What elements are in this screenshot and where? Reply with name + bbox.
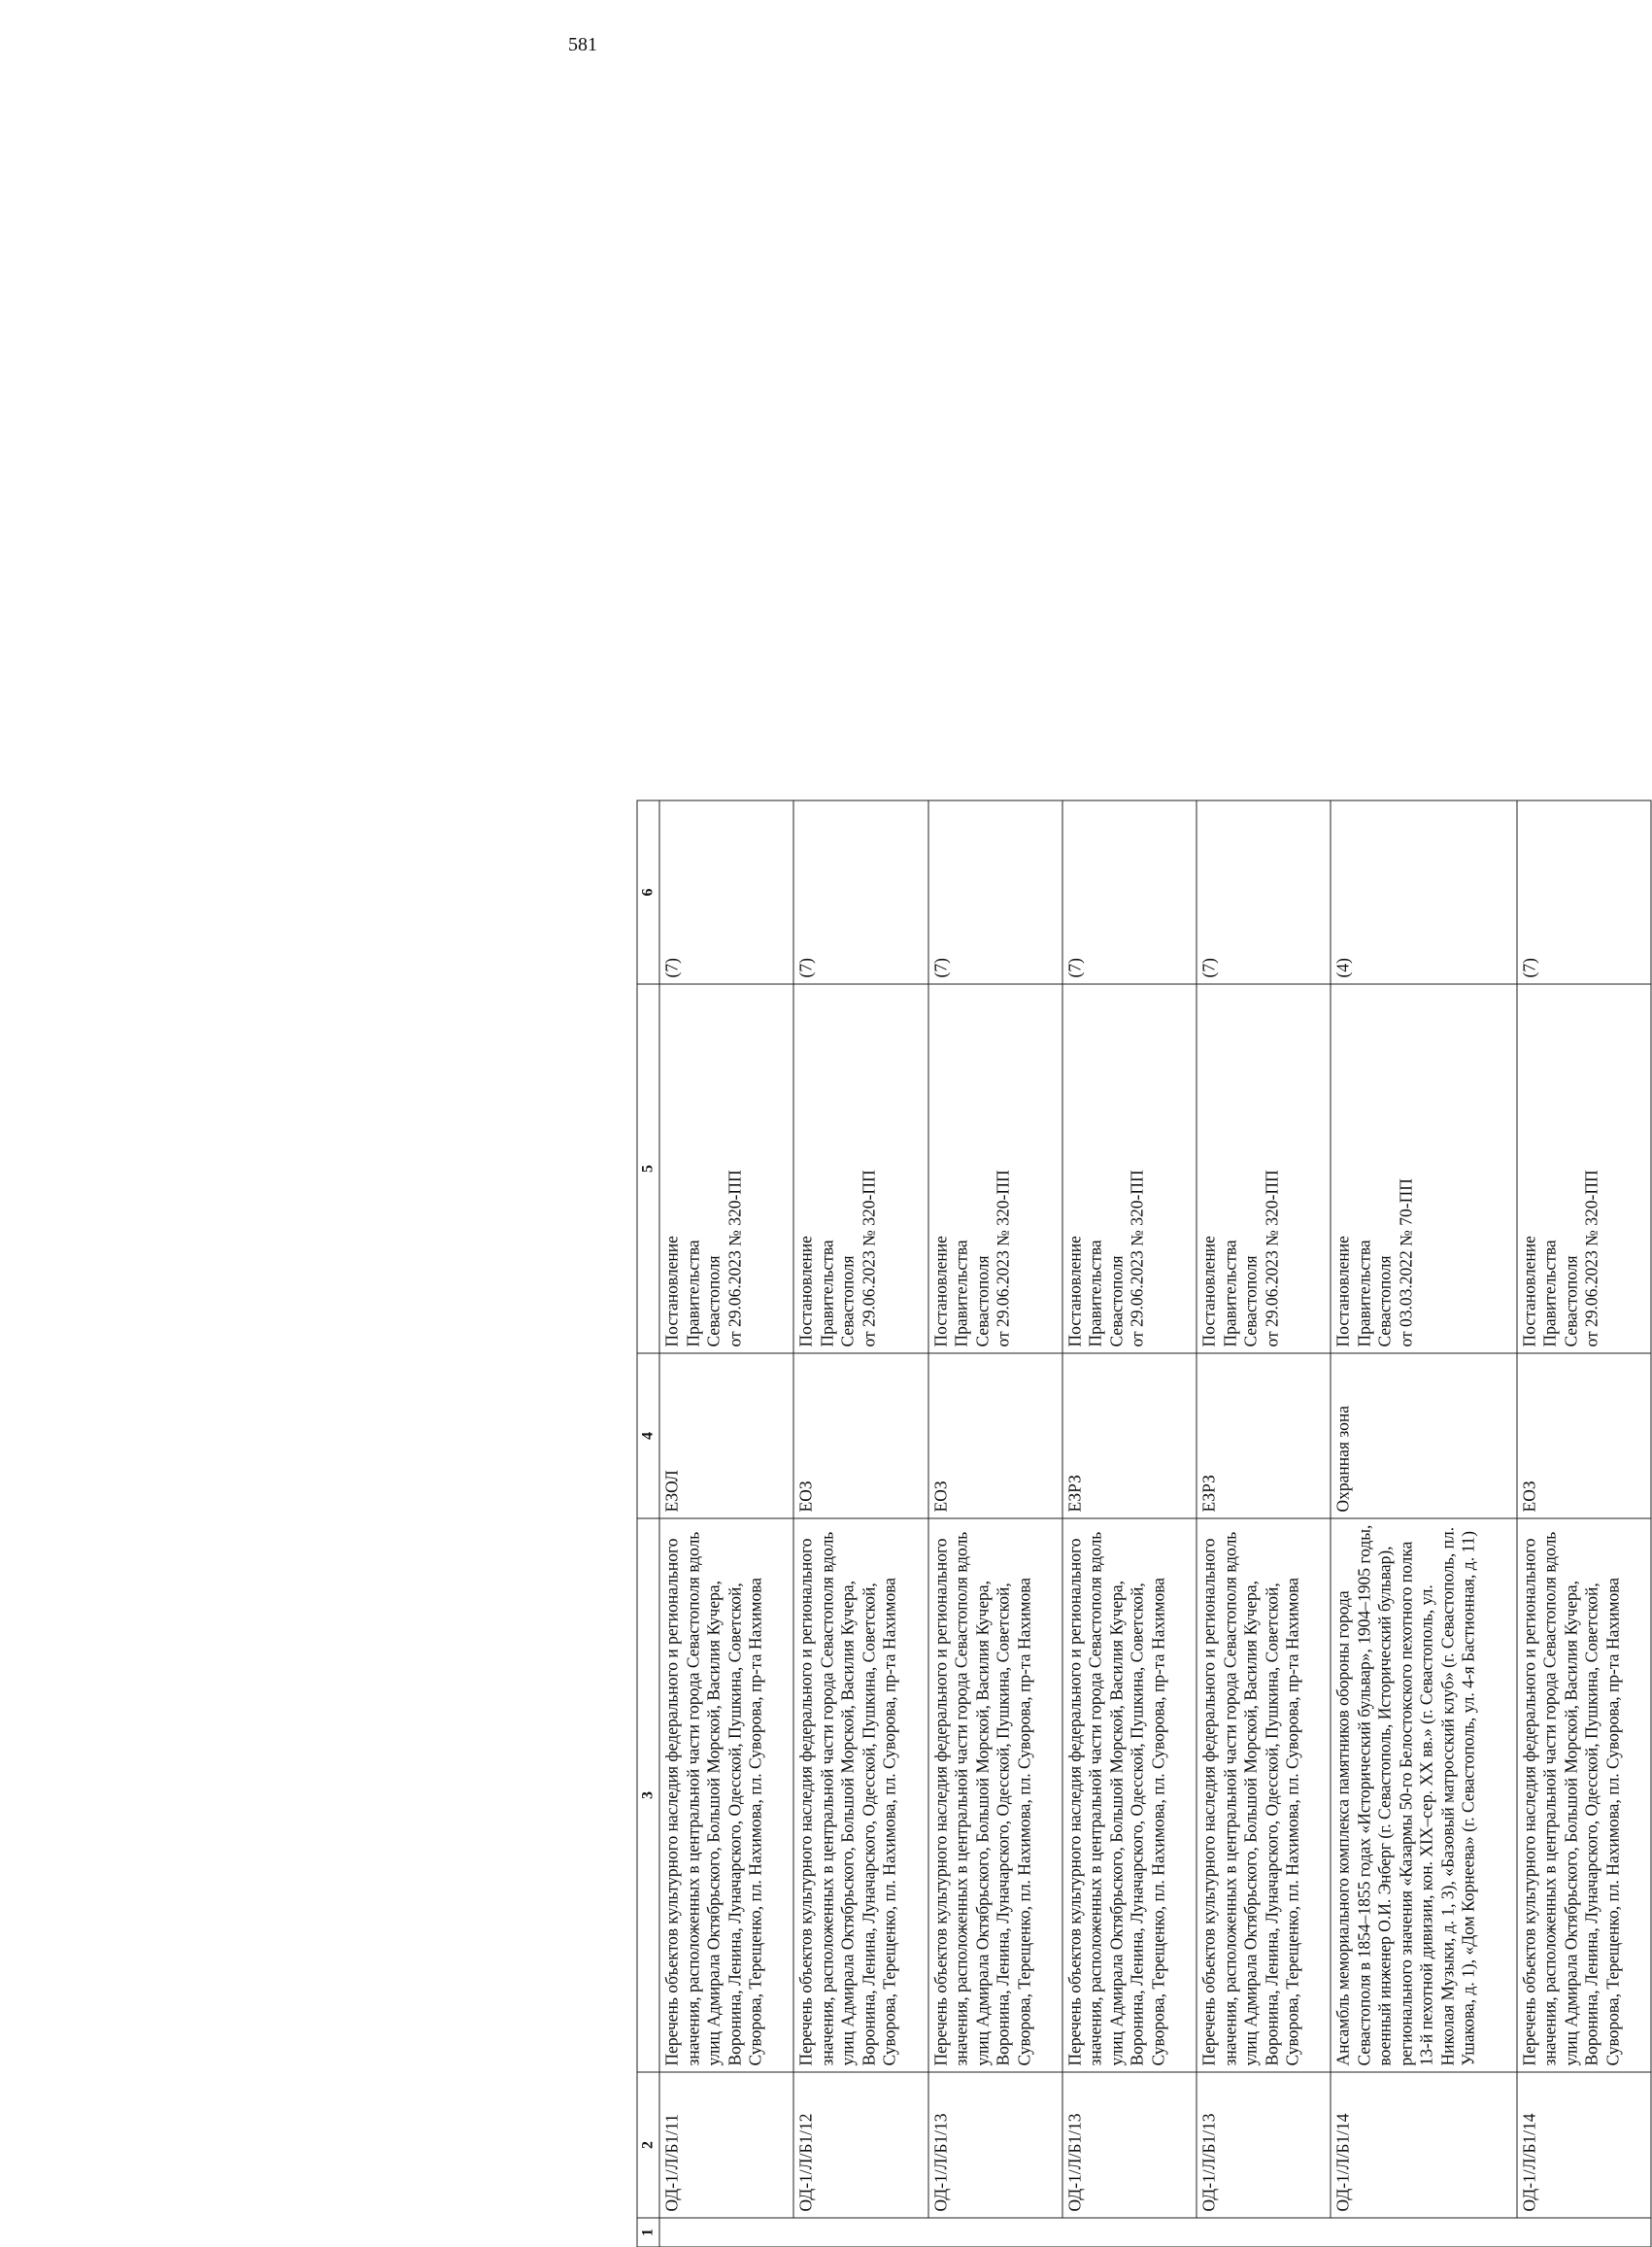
header-col-2: 2 — [637, 2072, 659, 2218]
document-line: Постановление — [930, 1235, 951, 1346]
document-cell — [1517, 984, 1651, 1353]
zone-cell: ЕЗОЛ — [659, 1353, 793, 1518]
table-row — [928, 800, 1062, 2247]
document-line: Правительства — [1539, 1239, 1560, 1346]
document-cell — [928, 984, 1062, 1353]
table-row — [1517, 800, 1651, 2247]
rotated-table — [637, 800, 1652, 2247]
document-line: Правительства — [817, 1239, 837, 1346]
description-cell: Ансамбль мемориального комплекса памятников обороны города Севастополя в 1854–1855 годах «Исторический бульвар», 1904–1905 годы, военный инженер О.И. Энберг (г. Севастополь, Исторический бульвар), регионального значения «Казармы 50-го Белостокского пехотного полка 13-й пехотной дивизии, кон. XIX–сер. XX вв.» (г. Севастополь, ул. Николая Музыки, д. 1, 3), «Базовый матросский клуб» (г. Севастополь, пл. Ушакова, д. 1), «Дом Корнеева» (г. Севастополь, ул. 4-я Бастионная, д. 11) — [1331, 1518, 1516, 2072]
document-line: Севастополя — [972, 1254, 993, 1346]
document-line: от 29.06.2023 № 320-ПП — [859, 1169, 879, 1346]
zone-cell: Охранная зона — [1331, 1353, 1516, 1518]
document-cell — [1197, 984, 1331, 1353]
description-cell: Перечень объектов культурного наследия федерального и регионального значения, расположенных в центральной части города Севастополя вдоль улиц Адмирала Октябрьского, Большой Морской, Василия Кучера, Воронина, Ленина, Луначарского, Одесской, Пушкина, Советской, Суворова, Терещенко, пл. Нахимова, пл. Суворова, пр-та Нахимова — [659, 1518, 793, 2072]
document-cell — [1062, 984, 1197, 1353]
note-cell: (7) — [659, 800, 793, 984]
document-cell — [659, 984, 793, 1353]
table-row — [1062, 800, 1197, 2247]
description-cell: Перечень объектов культурного наследия федерального и регионального значения, расположенных в центральной части города Севастополя вдоль улиц Адмирала Октябрьского, Большой Морской, Василия Кучера, Воронина, Ленина, Луначарского, Одесской, Пушкина, Советской, Суворова, Терещенко, пл. Нахимова, пл. Суворова, пр-та Нахимова — [1197, 1518, 1331, 2072]
document-line: Постановление — [1064, 1235, 1085, 1346]
document-line: Постановление — [661, 1235, 682, 1346]
document-line: от 29.06.2023 № 320-ПП — [725, 1169, 744, 1346]
document-line: Севастополя — [1106, 1254, 1127, 1346]
table-row — [1197, 800, 1331, 2247]
header-col-5: 5 — [637, 984, 659, 1353]
note-cell: (7) — [928, 800, 1062, 984]
document-line: Правительства — [1085, 1239, 1105, 1346]
code-cell: ОД-1/Л/Б1/13 — [928, 2072, 1062, 2218]
header-row — [637, 800, 659, 2247]
zone-cell: ЕЗРЗ — [1062, 1353, 1197, 1518]
note-cell: (7) — [793, 800, 927, 984]
code-cell: ОД-1/Л/Б1/12 — [793, 2072, 927, 2218]
note-cell: (7) — [1197, 800, 1331, 984]
zone-cell: ЕОЗ — [793, 1353, 927, 1518]
code-cell: ОД-1/Л/Б1/11 — [659, 2072, 793, 2218]
document-line: от 29.06.2023 № 320-ПП — [993, 1169, 1013, 1346]
page-number: 581 — [568, 34, 597, 55]
description-cell: Перечень объектов культурного наследия федерального и регионального значения, расположенных в центральной части города Севастополя вдоль улиц Адмирала Октябрьского, Большой Морской, Василия Кучера, Воронина, Ленина, Луначарского, Одесской, Пушкина, Советской, Суворова, Терещенко, пл. Нахимова, пл. Суворова, пр-та Нахимова — [1062, 1518, 1197, 2072]
document-line: Постановление — [795, 1235, 816, 1346]
zone-cell: ЕЗРЗ — [1197, 1353, 1331, 1518]
document-line: Севастополя — [1561, 1254, 1581, 1346]
zone-cell: ЕОЗ — [1517, 1353, 1651, 1518]
document-cell — [1331, 984, 1516, 1353]
note-cell: (7) — [1517, 800, 1651, 984]
code-cell: ОД-1/Л/Б1/14 — [1331, 2072, 1516, 2218]
description-cell: Перечень объектов культурного наследия федерального и регионального значения, расположенных в центральной части города Севастополя вдоль улиц Адмирала Октябрьского, Большой Морской, Василия Кучера, Воронина, Ленина, Луначарского, Одесской, Пушкина, Советской, Суворова, Терещенко, пл. Нахимова, пл. Суворова, пр-та Нахимова — [1517, 1518, 1651, 2072]
document-line: Правительства — [683, 1239, 702, 1346]
table-row — [1331, 800, 1516, 2247]
document-line: Постановление — [1332, 1235, 1353, 1346]
document-line: Севастополя — [1374, 1254, 1395, 1346]
document-line: от 03.03.2022 № 70-ПП — [1396, 1177, 1416, 1346]
code-cell: ОД-1/Л/Б1/13 — [1062, 2072, 1197, 2218]
document-line: Севастополя — [1240, 1254, 1261, 1346]
document-line: Правительства — [951, 1239, 971, 1346]
document-cell — [793, 984, 927, 1353]
document-line: от 29.06.2023 № 320-ПП — [1127, 1169, 1147, 1346]
header-col-4: 4 — [637, 1353, 659, 1518]
document-line: Постановление — [1519, 1235, 1539, 1346]
code-cell: ОД-1/Л/Б1/13 — [1197, 2072, 1331, 2218]
code-cell: ОД-1/Л/Б1/14 — [1517, 2072, 1651, 2218]
note-cell: (7) — [1062, 800, 1197, 984]
note-cell: (4) — [1331, 800, 1516, 984]
document-line: от 29.06.2023 № 320-ПП — [1581, 1169, 1601, 1346]
description-cell: Перечень объектов культурного наследия федерального и регионального значения, расположенных в центральной части города Севастополя вдоль улиц Адмирала Октябрьского, Большой Морской, Василия Кучера, Воронина, Ленина, Луначарского, Одесской, Пушкина, Советской, Суворова, Терещенко, пл. Нахимова, пл. Суворова, пр-та Нахимова — [793, 1518, 927, 2072]
table-row — [659, 800, 793, 2247]
document-line: Севастополя — [837, 1254, 858, 1346]
header-col-3: 3 — [637, 1518, 659, 2072]
zone-cell: ЕОЗ — [928, 1353, 1062, 1518]
header-col-6: 6 — [637, 800, 659, 984]
document-line: Правительства — [1220, 1239, 1240, 1346]
header-col-1: 1 — [637, 2218, 659, 2247]
document-line: от 29.06.2023 № 320-ПП — [1262, 1169, 1282, 1346]
document-line: Постановление — [1198, 1235, 1219, 1346]
table-row — [793, 800, 927, 2247]
document-line: Правительства — [1354, 1239, 1374, 1346]
document-line: Севастополя — [703, 1254, 724, 1346]
col-1-cell — [659, 2218, 1651, 2247]
description-cell: Перечень объектов культурного наследия федерального и регионального значения, расположенных в центральной части города Севастополя вдоль улиц Адмирала Октябрьского, Большой Морской, Василия Кучера, Воронина, Ленина, Луначарского, Одесской, Пушкина, Советской, Суворова, Терещенко, пл. Нахимова, пл. Суворова, пр-та Нахимова — [928, 1518, 1062, 2072]
zones-table — [637, 800, 1652, 2247]
